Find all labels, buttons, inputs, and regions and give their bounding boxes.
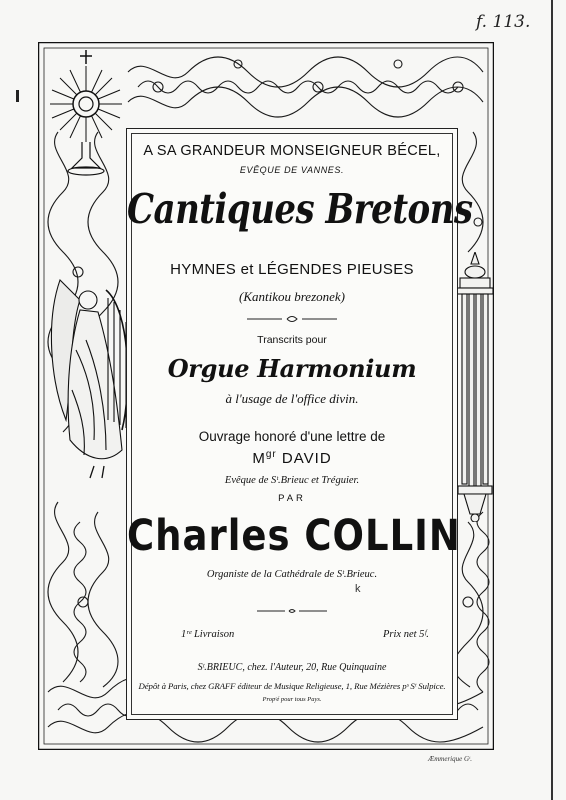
depot-line: Dépôt à Paris, chez GRAFF éditeur de Musique Religieuse, 1, Rue Mézières pˢ Sᵗ Sulpice. [138, 681, 446, 691]
divider-dash [257, 607, 327, 615]
title-panel [126, 128, 473, 720]
usage-line: à l'usage de l'office divin. [225, 391, 359, 406]
bishop-line [127, 449, 457, 467]
bishop-title: Evêque de Sᵗ.Brieuc et Tréguier. [224, 475, 360, 486]
organ-pipes-icon [454, 252, 496, 522]
page-edge-shadow [551, 0, 553, 800]
main-title: Cantiques Bretons [127, 185, 473, 234]
par-label: PAR [278, 493, 306, 504]
bishop-name: DAVID [281, 450, 332, 467]
pencil-mark: k [355, 583, 361, 595]
instrument-title: Orgue Harmonium [167, 354, 417, 383]
bishop-sup: gr [265, 449, 277, 460]
bishop-prefix: M [252, 450, 266, 467]
honored-by: Ouvrage honoré d'une lettre de [198, 429, 386, 444]
engraver-credit: Æmmerique Gᵗ. [428, 755, 472, 763]
divider-flourish [247, 314, 337, 324]
angel-with-harp-icon [46, 270, 136, 480]
property-notice: Propᵗé pour tous Pays. [262, 696, 322, 703]
margin-mark [16, 90, 19, 102]
transcribed-for: Transcrits pour [257, 334, 327, 346]
subtitle: HYMNES et LÉGENDES PIEUSES [170, 261, 414, 278]
price: Prix net 5ᶠ. [383, 629, 429, 640]
publisher-address: Sᵗ.BRIEUC, chez. l'Auteur, 20, Rue Quinquaine [197, 662, 387, 673]
breton-title: (Kantikou brezonek) [238, 289, 346, 304]
dedication: A SA GRANDEUR MONSEIGNEUR BÉCEL, [143, 143, 441, 159]
issue-number: 1ʳᵉ Livraison [181, 629, 235, 640]
title-page [38, 42, 494, 750]
dedicatee-title: EVÊQUE DE VANNES. [239, 165, 345, 175]
monstrance-icon [48, 50, 124, 180]
author-role: Organiste de la Cathédrale de Sᵗ.Brieuc. [206, 569, 378, 580]
author-name: Charles COLLIN [127, 511, 461, 561]
folio-number: f. 113. [476, 12, 531, 32]
